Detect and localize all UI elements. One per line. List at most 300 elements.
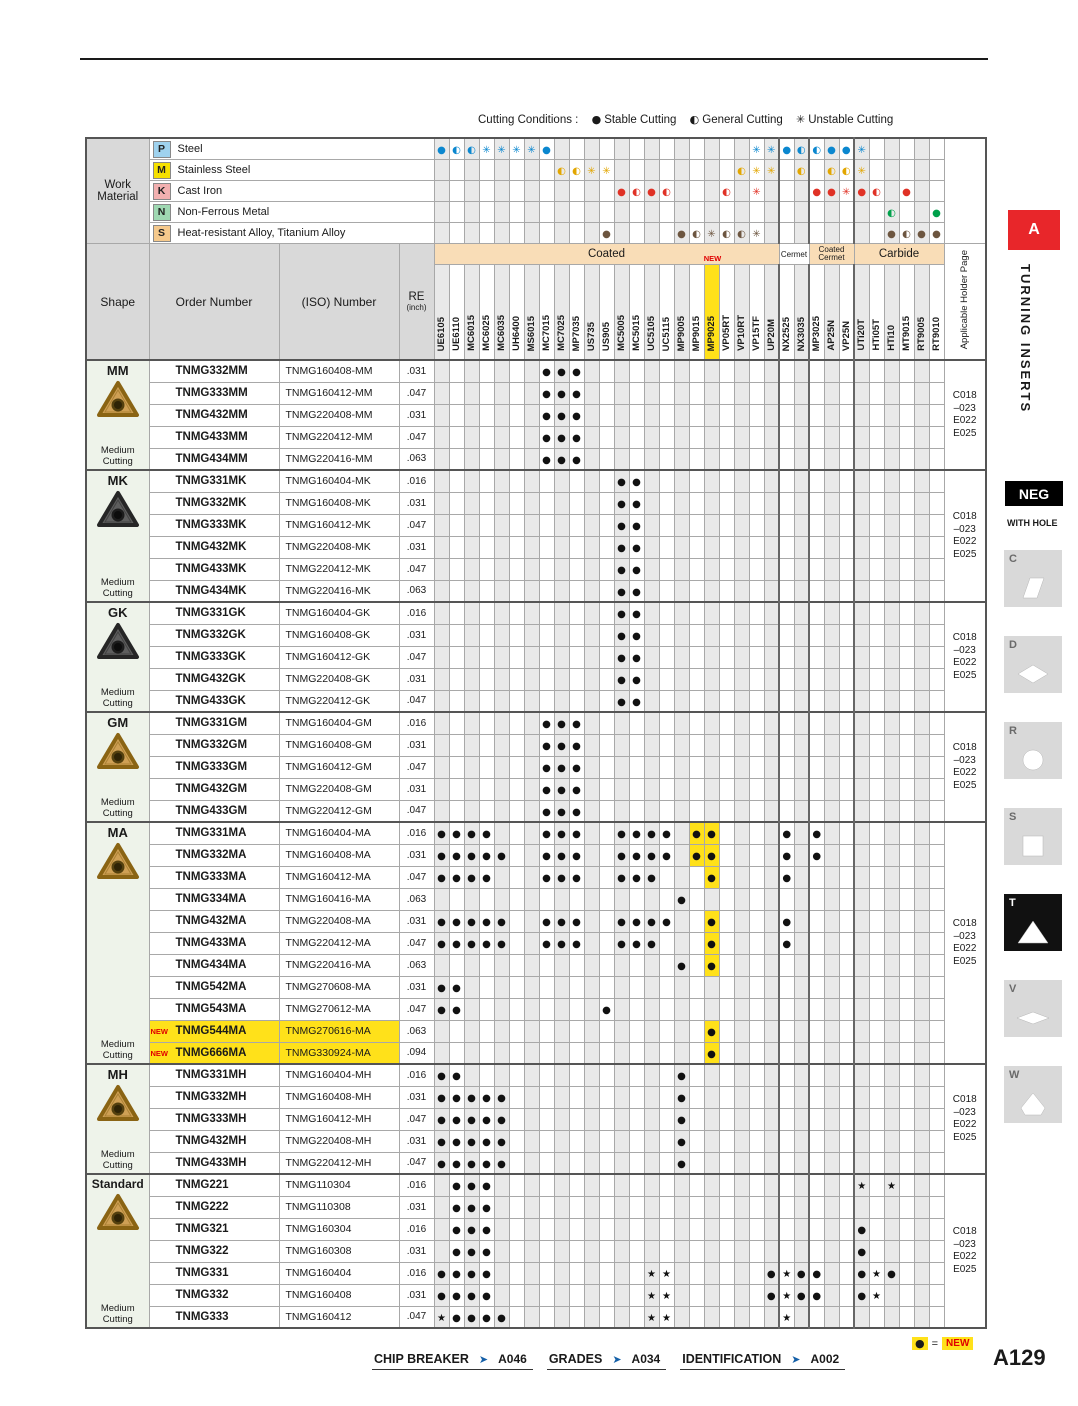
grade-availability-cell <box>539 1042 554 1064</box>
suitability-cell <box>524 202 539 223</box>
product-row <box>86 448 986 470</box>
availability-star: ★ <box>662 1269 671 1280</box>
grade-availability-cell <box>539 668 554 690</box>
grade-availability-cell <box>764 756 779 778</box>
order-number-cell: TNMG542MA <box>149 976 279 998</box>
availability-dot: ● <box>572 389 581 400</box>
grade-availability-cell <box>554 514 569 536</box>
grade-availability-cell <box>749 998 764 1020</box>
grade-availability-cell <box>794 426 809 448</box>
grade-availability-cell <box>494 734 509 756</box>
grade-availability-cell <box>569 734 584 756</box>
grade-availability-cell <box>749 382 764 404</box>
grade-availability-cell <box>854 1020 869 1042</box>
grade-availability-cell <box>779 822 794 844</box>
grade-availability-cell <box>824 470 839 492</box>
grade-availability-cell <box>659 448 674 470</box>
order-number-cell: TNMG432MM <box>149 404 279 426</box>
grade-column-UE6110: UE6110 <box>449 265 464 361</box>
section-shape-cell <box>86 1064 149 1174</box>
grade-availability-cell <box>839 1306 854 1328</box>
corner-radius-cell: .047 <box>399 426 434 448</box>
shape-tab-V[interactable] <box>1004 980 1062 1037</box>
order-number-cell: TNMG333MK <box>149 514 279 536</box>
grade-availability-cell <box>569 492 584 514</box>
suitability-cell <box>449 223 464 244</box>
suitability-cell <box>644 138 659 160</box>
suitability-cell <box>704 138 719 160</box>
grade-availability-cell <box>689 1196 704 1218</box>
suitability-cell <box>809 160 824 181</box>
availability-dot: ● <box>467 1247 476 1258</box>
grade-availability-cell <box>599 514 614 536</box>
suitability-cell <box>839 160 854 181</box>
product-row <box>86 1306 986 1328</box>
grade-availability-cell <box>509 360 524 382</box>
grade-availability-cell <box>689 712 704 734</box>
grade-availability-cell <box>554 866 569 888</box>
suitability-cell <box>524 138 539 160</box>
grade-availability-cell <box>809 426 824 448</box>
suitability-cell <box>464 202 479 223</box>
grade-availability-cell <box>614 492 629 514</box>
grade-availability-cell <box>824 1240 839 1262</box>
order-number-cell: TNMG433MK <box>149 558 279 580</box>
grade-availability-cell <box>449 800 464 822</box>
product-row <box>86 602 986 624</box>
shape-tab-S[interactable] <box>1004 808 1062 865</box>
grade-availability-cell <box>779 1240 794 1262</box>
grade-availability-cell <box>824 1262 839 1284</box>
product-row <box>86 690 986 712</box>
availability-dot: ● <box>542 851 551 862</box>
suitability-cell <box>704 160 719 181</box>
suitability-cell <box>449 138 464 160</box>
grade-availability-cell <box>824 382 839 404</box>
grade-availability-cell <box>884 1218 899 1240</box>
holder-page-column-header: Applicable Holder Page <box>944 244 986 361</box>
grade-availability-cell <box>764 1218 779 1240</box>
availability-dot: ● <box>632 675 641 686</box>
insert-photo <box>95 1111 141 1128</box>
shape-tab-W[interactable] <box>1004 1066 1062 1123</box>
grade-availability-cell <box>659 976 674 998</box>
grade-availability-cell <box>929 998 944 1020</box>
suitability-cell <box>659 202 674 223</box>
section-code: MA <box>107 825 128 840</box>
grade-availability-cell <box>479 448 494 470</box>
grade-availability-cell <box>794 1196 809 1218</box>
shape-tab-D[interactable] <box>1004 636 1062 693</box>
grade-availability-cell <box>629 1020 644 1042</box>
grade-availability-cell <box>719 1196 734 1218</box>
suitability-cell <box>734 223 749 244</box>
order-number-cell: TNMG332MH <box>149 1086 279 1108</box>
grade-availability-cell <box>719 1108 734 1130</box>
grade-availability-cell <box>854 448 869 470</box>
grade-availability-cell <box>929 910 944 932</box>
grade-availability-cell <box>674 1262 689 1284</box>
corner-radius-cell: .031 <box>399 404 434 426</box>
grade-availability-cell <box>434 888 449 910</box>
grade-availability-cell <box>644 1284 659 1306</box>
availability-dot: ● <box>617 631 626 642</box>
grade-availability-cell <box>839 712 854 734</box>
grade-availability-cell <box>749 756 764 778</box>
grade-availability-cell <box>764 800 779 822</box>
grade-availability-cell <box>554 448 569 470</box>
grade-availability-cell <box>749 1152 764 1174</box>
product-section <box>86 1064 986 1174</box>
grade-availability-cell <box>659 1130 674 1152</box>
grade-availability-cell <box>569 866 584 888</box>
grade-availability-cell <box>689 778 704 800</box>
grade-availability-cell <box>464 1130 479 1152</box>
availability-dot: ● <box>437 1158 446 1170</box>
availability-dot: ● <box>662 917 671 928</box>
grade-availability-cell <box>869 514 884 536</box>
grade-availability-cell <box>764 426 779 448</box>
grade-availability-cell <box>719 1152 734 1174</box>
grade-availability-cell <box>824 976 839 998</box>
grade-availability-cell <box>629 954 644 976</box>
suitability-cell <box>929 181 944 202</box>
availability-dot: ● <box>497 1115 506 1126</box>
product-row <box>86 1240 986 1262</box>
grade-availability-cell <box>749 1020 764 1042</box>
grade-availability-cell <box>629 1130 644 1152</box>
footer-link-identification[interactable] <box>680 1350 845 1370</box>
suitability-cell <box>704 202 719 223</box>
iso-number-cell: TNMG220416-MA <box>279 954 399 976</box>
corner-radius-cell: .094 <box>399 1042 434 1064</box>
availability-dot: ● <box>572 741 581 752</box>
suitability-cell <box>734 181 749 202</box>
corner-radius-cell: .047 <box>399 690 434 712</box>
grade-availability-cell <box>824 1284 839 1306</box>
grade-availability-cell <box>689 646 704 668</box>
suitability-cell <box>719 223 734 244</box>
grade-availability-cell <box>734 778 749 800</box>
product-row <box>86 668 986 690</box>
availability-dot: ● <box>632 499 641 510</box>
suitability-cell <box>494 202 509 223</box>
grade-availability-cell <box>659 910 674 932</box>
grade-availability-cell <box>839 492 854 514</box>
grade-availability-cell <box>584 954 599 976</box>
shape-tab-T[interactable] <box>1004 894 1062 951</box>
grade-availability-cell <box>824 426 839 448</box>
grade-availability-cell <box>734 470 749 492</box>
grade-availability-cell <box>734 580 749 602</box>
grade-availability-cell <box>599 734 614 756</box>
grade-availability-cell <box>689 580 704 602</box>
grade-group-coated-cermet: Coated Cermet <box>809 244 854 265</box>
corner-radius-cell: .031 <box>399 536 434 558</box>
grade-availability-cell <box>539 492 554 514</box>
shape-tab-R[interactable] <box>1004 722 1062 779</box>
shape-tab-C[interactable] <box>1004 550 1062 607</box>
suitability-cell <box>719 181 734 202</box>
grade-availability-cell <box>764 932 779 954</box>
order-number-cell: TNMG432GM <box>149 778 279 800</box>
grade-availability-cell <box>674 888 689 910</box>
grade-availability-cell <box>494 910 509 932</box>
grade-availability-cell <box>914 382 929 404</box>
product-row <box>86 1130 986 1152</box>
grade-availability-cell <box>524 624 539 646</box>
availability-dot: ● <box>647 873 656 884</box>
availability-dot: ● <box>617 696 626 708</box>
availability-dot: ● <box>557 829 566 841</box>
grade-availability-cell <box>794 1240 809 1262</box>
grade-availability-cell <box>824 404 839 426</box>
grade-availability-cell <box>704 382 719 404</box>
suitability-cell <box>614 138 629 160</box>
grade-availability-cell <box>629 976 644 998</box>
availability-dot: ● <box>707 1027 716 1038</box>
grade-column-MS6015: MS6015 <box>524 265 539 361</box>
suitability-cell <box>869 160 884 181</box>
grade-availability-cell <box>524 778 539 800</box>
grade-availability-cell <box>734 690 749 712</box>
section-shape-cell <box>86 360 149 470</box>
suitability-cell <box>554 181 569 202</box>
grade-availability-cell <box>884 426 899 448</box>
availability-dot: ● <box>437 1137 446 1148</box>
grade-availability-cell <box>524 1020 539 1042</box>
grade-availability-cell <box>494 1130 509 1152</box>
order-number-cell: TNMG333GM <box>149 756 279 778</box>
grade-availability-cell <box>869 1152 884 1174</box>
suitability-cell <box>869 223 884 244</box>
suitability-cell <box>839 181 854 202</box>
grade-availability-cell <box>569 1086 584 1108</box>
section-tab-a[interactable]: A <box>1008 210 1060 250</box>
grade-availability-cell <box>539 1108 554 1130</box>
grade-availability-cell <box>569 360 584 382</box>
corner-radius-cell: .063 <box>399 1020 434 1042</box>
product-row <box>86 1284 986 1306</box>
availability-dot: ● <box>632 829 641 841</box>
grade-availability-cell <box>509 426 524 448</box>
grade-availability-cell <box>494 1020 509 1042</box>
corner-radius-cell: .031 <box>399 1130 434 1152</box>
grade-availability-cell <box>809 1108 824 1130</box>
grade-availability-cell <box>899 536 914 558</box>
grade-availability-cell <box>719 1064 734 1086</box>
grade-availability-cell <box>584 536 599 558</box>
grade-availability-cell <box>869 1218 884 1240</box>
grade-availability-cell <box>464 624 479 646</box>
order-number-cell: TNMG331MH <box>149 1064 279 1086</box>
grade-availability-cell <box>599 866 614 888</box>
grade-availability-cell <box>539 536 554 558</box>
suitability-cell <box>629 202 644 223</box>
grade-availability-cell <box>884 1086 899 1108</box>
grade-availability-cell <box>644 1240 659 1262</box>
grade-availability-cell <box>929 1306 944 1328</box>
availability-dot: ● <box>857 1269 867 1280</box>
grade-availability-cell <box>899 668 914 690</box>
grade-availability-cell <box>689 624 704 646</box>
grade-availability-cell <box>449 756 464 778</box>
availability-star: ★ <box>647 1291 656 1302</box>
grade-availability-cell <box>629 1218 644 1240</box>
grade-availability-cell <box>644 932 659 954</box>
grade-column-UTi20T: UTi20T <box>854 265 869 361</box>
availability-dot: ● <box>557 719 566 731</box>
grade-availability-cell <box>824 360 839 382</box>
grade-availability-cell <box>884 976 899 998</box>
grade-availability-cell <box>734 404 749 426</box>
grade-availability-cell <box>854 756 869 778</box>
suitability-cell <box>464 160 479 181</box>
grade-availability-cell <box>494 426 509 448</box>
grade-availability-cell <box>554 426 569 448</box>
grade-availability-cell <box>869 866 884 888</box>
grade-availability-cell <box>479 1152 494 1174</box>
grade-availability-cell <box>539 910 554 932</box>
grade-availability-cell <box>884 448 899 470</box>
grade-availability-cell <box>764 382 779 404</box>
product-row <box>86 1152 986 1174</box>
grade-availability-cell <box>674 1174 689 1196</box>
suitability-cell <box>719 138 734 160</box>
grade-availability-cell <box>869 558 884 580</box>
product-row <box>86 536 986 558</box>
grade-availability-cell <box>494 954 509 976</box>
grade-availability-cell <box>884 668 899 690</box>
grade-availability-cell <box>584 1240 599 1262</box>
grade-availability-cell <box>869 1020 884 1042</box>
grade-availability-cell <box>659 866 674 888</box>
grade-availability-cell <box>509 1262 524 1284</box>
grade-availability-cell <box>674 492 689 514</box>
iso-number-cell: TNMG160404 <box>279 1262 399 1284</box>
grade-availability-cell <box>629 668 644 690</box>
grade-availability-cell <box>734 800 749 822</box>
grade-availability-cell <box>839 1262 854 1284</box>
grade-availability-cell <box>719 360 734 382</box>
footer-link-grades[interactable] <box>547 1350 666 1370</box>
grade-availability-cell <box>779 844 794 866</box>
availability-dot: ● <box>662 829 671 841</box>
corner-radius-cell: .031 <box>399 976 434 998</box>
availability-dot: ● <box>707 1048 716 1060</box>
availability-dot: ● <box>482 1093 491 1104</box>
availability-dot: ● <box>497 851 506 862</box>
suitability-cell <box>854 223 869 244</box>
grade-availability-cell <box>839 1042 854 1064</box>
work-material-row <box>86 181 986 202</box>
grade-availability-cell <box>719 492 734 514</box>
grade-availability-cell <box>824 998 839 1020</box>
suitability-cell <box>869 138 884 160</box>
grade-availability-cell <box>734 822 749 844</box>
grade-availability-cell <box>914 756 929 778</box>
grade-availability-cell <box>434 360 449 382</box>
grade-availability-cell <box>674 668 689 690</box>
grade-availability-cell <box>614 646 629 668</box>
corner-radius-cell: .031 <box>399 910 434 932</box>
suitability-cell <box>644 202 659 223</box>
grade-availability-cell <box>629 1086 644 1108</box>
stable-cutting-mark: ● <box>902 187 911 198</box>
grade-availability-cell <box>464 1174 479 1196</box>
iso-number-cell: TNMG160404-MK <box>279 470 399 492</box>
grade-availability-cell <box>779 690 794 712</box>
grade-availability-cell <box>809 976 824 998</box>
grade-availability-cell <box>914 932 929 954</box>
suitability-cell <box>599 223 614 244</box>
grade-availability-cell <box>809 668 824 690</box>
iso-number-cell: TNMG160308 <box>279 1240 399 1262</box>
grade-availability-cell <box>689 998 704 1020</box>
section-shape-cell <box>86 712 149 822</box>
material-code-P: P <box>153 141 171 158</box>
availability-dot: ● <box>452 1203 461 1214</box>
grade-availability-cell <box>854 1240 869 1262</box>
grade-column-MP9005: MP9005 <box>674 265 689 361</box>
grade-availability-cell <box>599 1174 614 1196</box>
grade-availability-cell <box>539 1020 554 1042</box>
grade-availability-cell <box>929 382 944 404</box>
iso-number-cell: TNMG160408-MK <box>279 492 399 514</box>
grade-availability-cell <box>749 1064 764 1086</box>
grade-availability-cell <box>734 954 749 976</box>
grade-availability-cell <box>779 602 794 624</box>
suitability-cell <box>569 160 584 181</box>
grade-availability-cell <box>584 822 599 844</box>
footer-link-chip-breaker[interactable] <box>372 1350 533 1370</box>
grade-availability-cell <box>554 1064 569 1086</box>
order-number-cell: TNMG332GK <box>149 624 279 646</box>
grade-availability-cell <box>659 1262 674 1284</box>
grade-availability-cell <box>764 690 779 712</box>
grade-availability-cell <box>509 690 524 712</box>
order-number-cell: TNMG333MA <box>149 866 279 888</box>
grade-availability-cell <box>479 536 494 558</box>
corner-radius-cell: .016 <box>399 470 434 492</box>
stable-cutting-mark: ● <box>617 187 626 198</box>
grade-availability-cell <box>839 1152 854 1174</box>
corner-radius-cell: .063 <box>399 448 434 470</box>
suitability-cell <box>494 223 509 244</box>
iso-number-cell: TNMG220412-MH <box>279 1152 399 1174</box>
grade-column-AP25N: AP25N <box>824 265 839 361</box>
availability-dot: ● <box>542 389 551 400</box>
availability-dot: ● <box>452 1071 461 1083</box>
availability-dot: ● <box>482 1203 491 1214</box>
grade-availability-cell <box>629 1284 644 1306</box>
availability-dot: ● <box>437 851 446 862</box>
grade-availability-cell <box>869 844 884 866</box>
grade-availability-cell <box>449 932 464 954</box>
availability-dot: ● <box>572 433 581 444</box>
grade-availability-cell <box>869 954 884 976</box>
grade-availability-cell <box>824 1086 839 1108</box>
grade-availability-cell <box>809 536 824 558</box>
applicable-holder-pages: C018 –023 E022 E025 <box>944 1064 986 1174</box>
availability-dot: ● <box>617 829 626 841</box>
grade-availability-cell <box>449 1196 464 1218</box>
grade-availability-cell <box>494 558 509 580</box>
grade-availability-cell <box>449 866 464 888</box>
grade-availability-cell <box>434 602 449 624</box>
availability-dot: ● <box>617 565 626 576</box>
availability-dot: ● <box>557 873 566 884</box>
